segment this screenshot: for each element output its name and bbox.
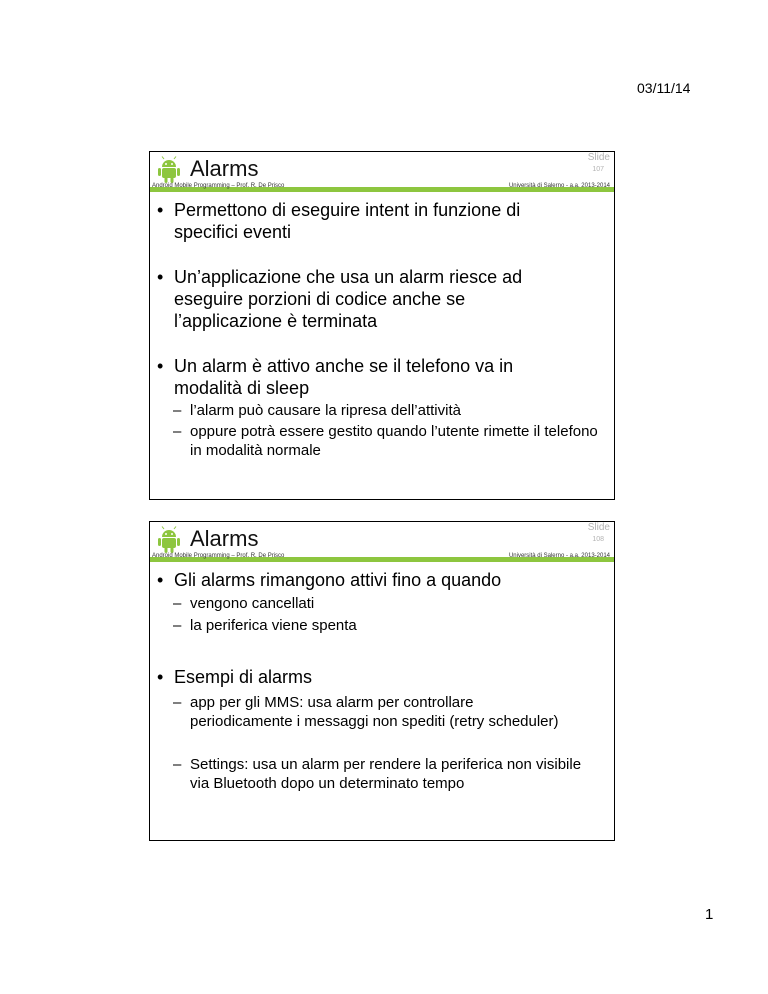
sub-bullet-item: – app per gli MMS: usa alarm per controllare periodicamente i messaggi non spediti (retry scheduler) <box>173 694 559 730</box>
slide-header <box>150 522 614 557</box>
sub-bullet-item: – oppure potrà essere gestito quando l’utente rimette il telefono in modalità normale <box>173 423 598 459</box>
bullet-item: • Esempi di alarms <box>157 667 313 687</box>
page-date: 03/11/14 <box>637 80 691 96</box>
bullet-item: • Un alarm è attivo anche se il telefono va in modalità di sleep <box>157 356 514 398</box>
sub-bullet-item: – la periferica viene spenta <box>173 617 357 634</box>
bullet-item: • Permettono di eseguire intent in funzione di specifici eventi <box>157 200 521 242</box>
slide-title: Alarms <box>190 156 259 181</box>
slide-label: Slide <box>587 152 610 163</box>
sub-bullet-item: – Settings: usa un alarm per rendere la periferica non visibile via Bluetooth dopo un determinato tempo <box>173 756 582 792</box>
slide-footer-bar <box>150 553 614 562</box>
course-label: Android Mobile Programming – Prof. R. De Prisco <box>152 183 285 189</box>
bullet-item: • Gli alarms rimangono attivi fino a quando <box>157 570 502 590</box>
sub-bullet-item: – l’alarm può causare la ripresa dell’attività <box>173 402 461 419</box>
sub-bullet-item: – vengono cancellati <box>173 595 315 612</box>
slide-number: 107 <box>592 166 604 173</box>
android-logo-icon <box>156 526 182 554</box>
slide-107 <box>149 151 615 500</box>
bullet-item: • Un’applicazione che usa un alarm riesce ad eseguire porzioni di codice anche se l’applicazione è terminata <box>157 267 523 331</box>
university-label: Università di Salerno - a.a. 2013-2014 <box>508 183 610 189</box>
slide-number: 108 <box>592 536 604 543</box>
slide-header <box>150 152 614 187</box>
slide-footer-bar <box>150 183 614 192</box>
slide-label: Slide <box>587 522 610 533</box>
android-logo-icon <box>156 156 182 184</box>
course-label: Android Mobile Programming – Prof. R. De Prisco <box>152 553 285 559</box>
slide-title: Alarms <box>190 526 259 551</box>
university-label: Università di Salerno - a.a. 2013-2014 <box>508 553 610 559</box>
slide-108 <box>149 521 615 841</box>
page-number: 1 <box>705 906 714 923</box>
